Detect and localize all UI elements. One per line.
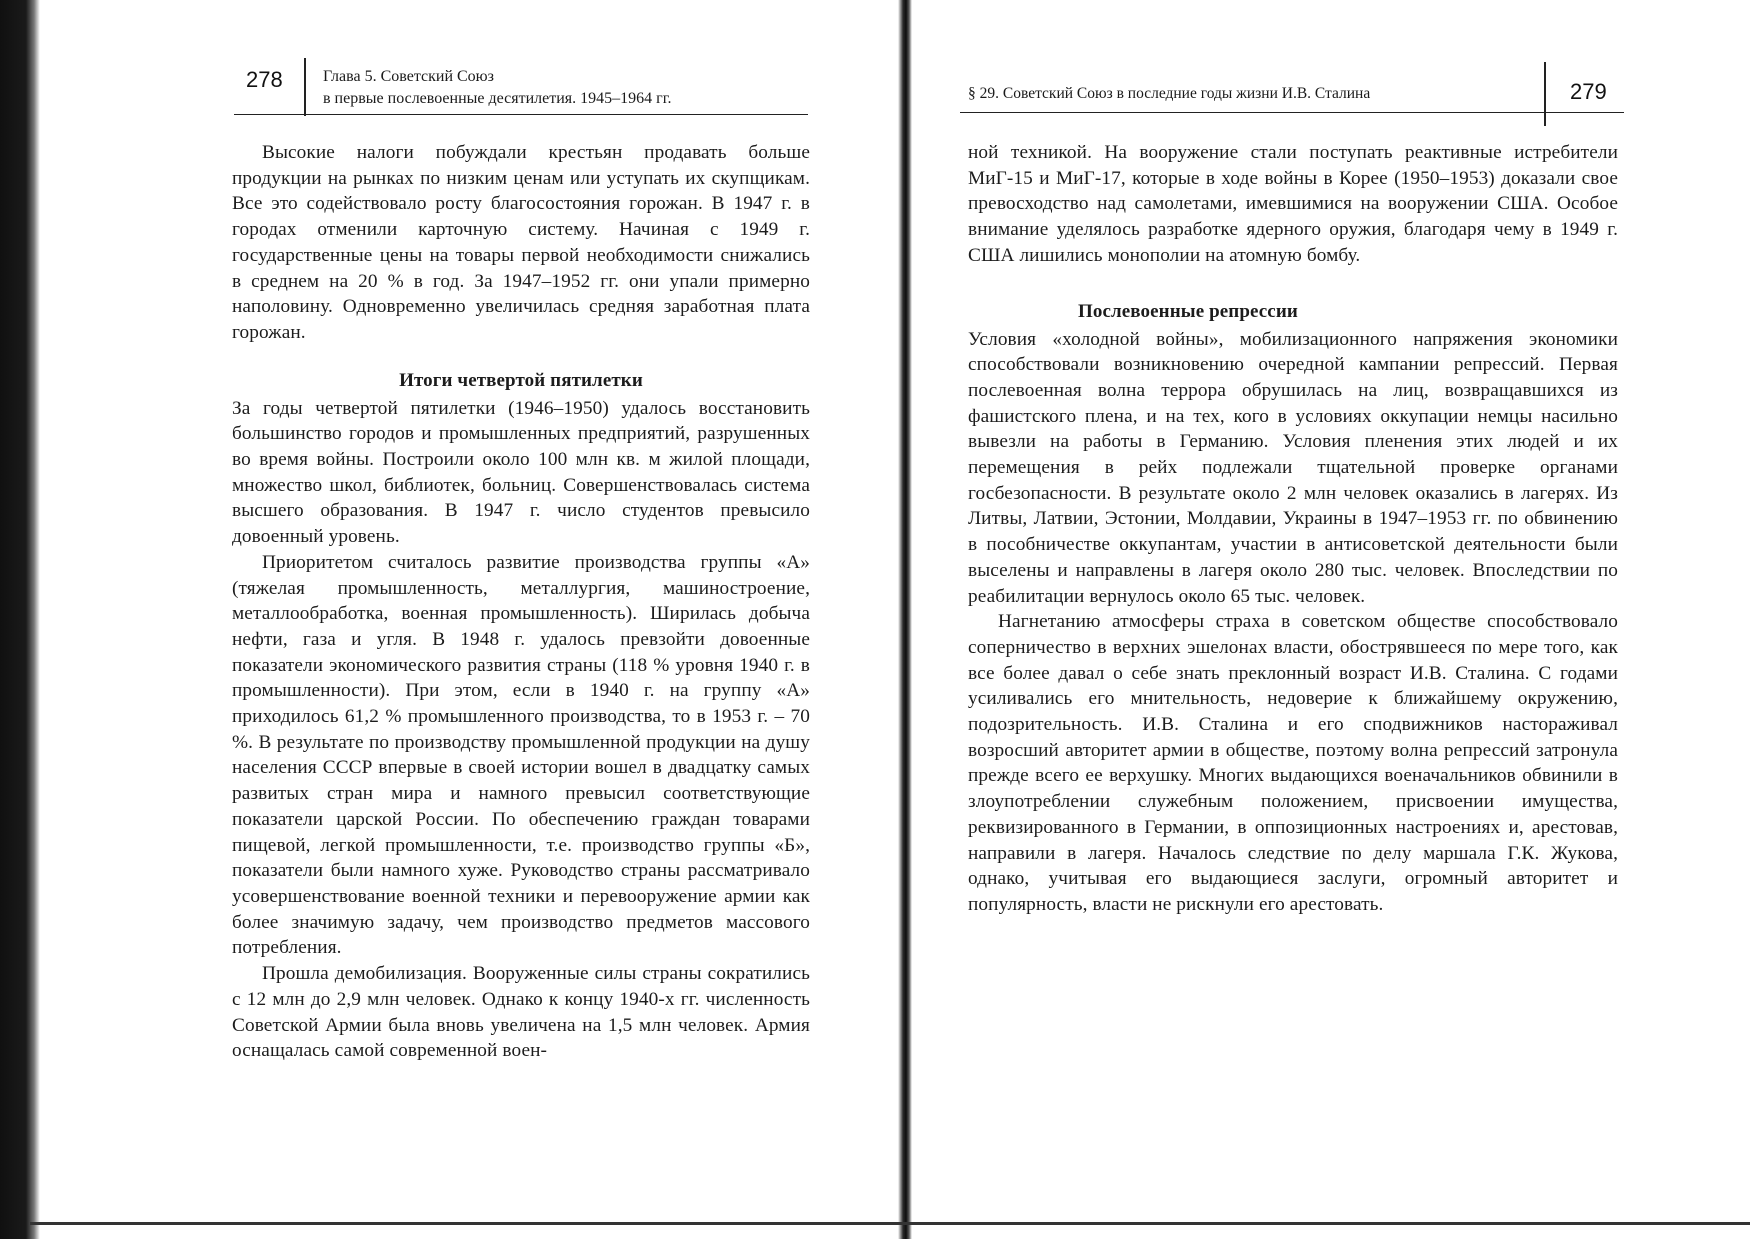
chapter-title: Глава 5. Советский Союз [323, 68, 494, 85]
paragraph: Прошла демобилизация. Вооруженные силы страны сократились с 12 млн до 2,9 млн человек. Однако к концу 1940-х гг. численность Советской Армии была вновь увеличена на 1,5 млн человек. Армия оснащалась самой современной воен- [232, 963, 810, 1062]
paragraph: Приоритетом считалось развитие производства группы «А» (тяжелая промышленность, металлургия, машиностроение, металлообработка, военная промышленность). Ширилась добыча нефти, газа и угля. В 1948 г. удалось превзойти довоенные показатели экономического развития страны (118 % уровня 1940 г. в промышленности). При этом, если в 1940 г. на группу «А» приходилось 61,2 % промышленного производства, то в 1953 г. – 70 %. В результате по производству промышленной продукции на душу населения СССР впервые в своей истории вошел в двадцатку самых развитых стран мира и намного превысил соответствующие показатели царской России. По обеспечению граждан товарами пищевой, легкой промышленности, т.е. производство группы «Б», показатели были намного хуже. Руководство страны рассматривало усовершенствование военной техники и перевооружение армии как более значимую задачу, чем производство предметов массового потребления. [232, 551, 810, 959]
section-heading: Послевоенные репрессии [1078, 300, 1298, 322]
paragraph: Условия «холодной войны», мобилизационного напряжения экономики способствовали возникновению очередной кампании репрессий. Первая послевоенная волна террора обрушилась на лиц, возвращавшихся из фашистского плена, и на тех, кого в условиях оккупации немцы насильно вывезли на работы в Германию. Условия пленения этих людей и их перемещения в рейх подлежали тщательной проверке органами госбезопасности. В результате около 2 млн человек оказались в лагерях. Из Литвы, Латвии, Эстонии, Молдавии, Украины в 1947–1953 гг. по обвинению в пособничестве оккупантам, участии в антисоветской деятельности были выселены и направлены в лагеря около 280 тыс. человек. Впоследствии по реабилитации вернулось около 65 тыс. человек. [968, 328, 1618, 607]
header-rule [234, 114, 808, 115]
book-spine-shadow [898, 0, 912, 1239]
page-number: 278 [246, 67, 283, 92]
header-rule [960, 112, 1624, 113]
paragraph: Нагнетанию атмосферы страха в советском обществе способствовало соперничество в верхних эшелонах власти, обострявшееся по мере того, как все более давал о себе знать преклонный возраст И.В. Сталина. С годами усиливались его мнительность, недоверие к ближайшему окружению, подозрительность. И.В. Сталина и его сподвижников настораживал возросший авторитет армии в обществе, поэтому волна репрессий затронула прежде всего ее верхушку. Многих выдающихся военачальников обвинили в злоупотреблении служебным положением, присвоении имущества, реквизированного в Германии, в оппозиционных настроениях и, арестовав, направили в лагеря. Началось следствие по делу маршала Г.К. Жукова, однако, учитывая его выдающиеся заслуги, огромный авторитет и популярность, власти не рискнули его арестовать. [968, 611, 1618, 915]
page-body [968, 140, 1618, 918]
running-head [323, 66, 843, 110]
section-running-head: § 29. Советский Союз в последние годы жизни И.В. Сталина [968, 85, 1371, 102]
paragraph: За годы четвертой пятилетки (1946–1950) удалось восстановить большинство городов и промышленных предприятий, разрушенных во время войны. Построили около 100 млн кв. м жилой площади, множество школ, библиотек, больниц. Совершенствовалась система высшего образования. В 1947 г. число студентов превысило довоенный уровень. [232, 397, 810, 548]
header-divider [304, 58, 306, 116]
page-number: 279 [1570, 79, 1607, 104]
section-heading: Итоги четвертой пятилетки [399, 369, 643, 391]
paragraph: Высокие налоги побуждали крестьян продавать больше продукции на рынках по низким ценам или уступать их скупщикам. Все это содействовало росту благосостояния горожан. В 1947 г. в городах отменили карточную систему. Начиная с 1949 г. государственные цены на товары первой необходимости снижались в среднем на 20 % в год. За 1947–1952 гг. они упали примерно наполовину. Одновременно увеличилась средняя заработная плата горожан. [232, 142, 810, 343]
chapter-subtitle: в первые послевоенные десятилетия. 1945–1964 гг. [323, 90, 672, 107]
paragraph: ной техникой. На вооружение стали поступать реактивные истребители МиГ-15 и МиГ-17, которые в ходе войны в Корее (1950–1953) доказали свое превосходство над самолетами, имевшимися на вооружении США. Особое внимание уделялось разработке ядерного оружия, благодаря чему в 1949 г. США лишились монополии на атомную бомбу. [968, 142, 1618, 266]
header-divider [1544, 62, 1546, 126]
scan-bottom-edge [30, 1222, 1750, 1225]
page-body [232, 140, 810, 1064]
scan-edge-shadow [0, 0, 40, 1239]
